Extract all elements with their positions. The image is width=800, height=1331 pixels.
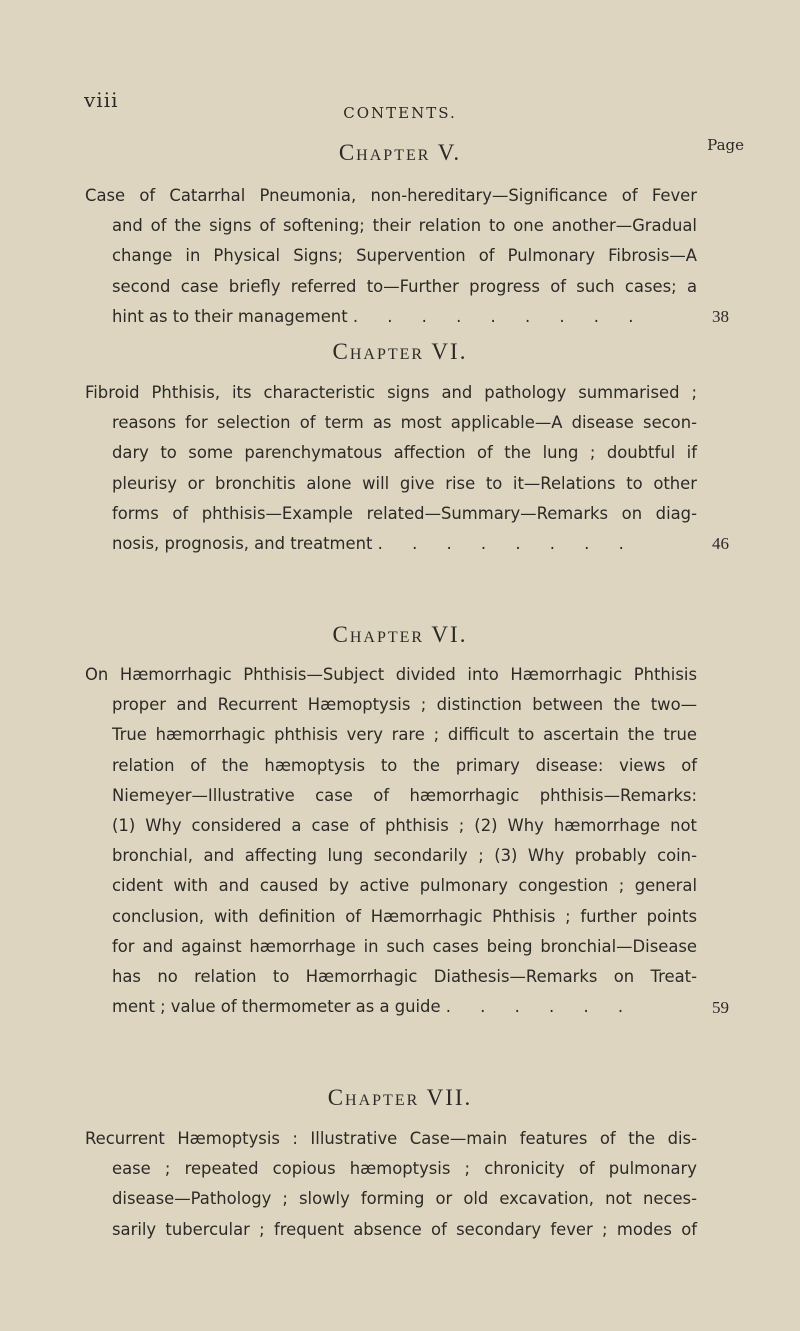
summary-line: relation of the hæmoptysis to the primary disease: views of (112, 755, 697, 775)
leader-dots: . . . . . . (445, 997, 636, 1017)
summary-line: On Hæmorrhagic Phthisis—Subject divided into Hæmorrhagic Phthisis (85, 665, 697, 684)
page-column-label: Page (707, 136, 744, 154)
summary-line: pleurisy or bronchitis alone will give rise to it—Relations to other (112, 473, 697, 493)
summary-line: True hæmorrhagic phthisis very rare ; difficult to ascertain the true (112, 725, 697, 745)
summary-line: Fibroid Phthisis, its characteristic signs and pathology summarised ; (85, 383, 697, 402)
summary-line-text: nosis, prognosis, and treatment (112, 534, 373, 554)
summary-line: dary to some parenchymatous affection of the lung ; doubtful if (112, 443, 697, 463)
summary-line: conclusion, with definition of Hæmorrhagic Phthisis ; further points (112, 906, 697, 926)
chapter-heading: Chapter VI. (332, 339, 468, 364)
summary-line: reasons for selection of term as most applicable—A disease secon- (112, 413, 697, 433)
summary-line: second case briefly referred to—Further progress of such cases; a (112, 276, 697, 296)
summary-line: bronchial, and affecting lung secondarily ; (3) Why probably coin- (112, 846, 697, 866)
page-folio: viii (84, 88, 119, 112)
summary-line: disease—Pathology ; slowly forming or old excavation, not neces- (112, 1189, 697, 1209)
summary-line: cident with and caused by active pulmonary congestion ; general (112, 876, 697, 896)
summary-line (85, 992, 697, 1022)
summary-line: Case of Catarrhal Pneumonia, non-hereditary—Significance of Fever (85, 186, 697, 205)
summary-line: forms of phthisis—Example related—Summary—Remarks on diag- (112, 503, 697, 523)
summary-line: ease ; repeated copious hæmoptysis ; chronicity of pulmonary (112, 1159, 697, 1179)
summary-line (85, 302, 697, 332)
running-head: CONTENTS. (343, 104, 457, 122)
summary-line (85, 529, 697, 559)
leader-dots: . . . . . . . . (377, 534, 636, 554)
page-number: 59 (712, 998, 729, 1017)
summary-line: (1) Why considered a case of phthisis ; (2) Why hæmorrhage not (112, 816, 697, 836)
chapter-summary (85, 1124, 697, 1245)
chapter-summary (85, 378, 729, 559)
chapter-summary (85, 181, 729, 332)
page-number: 46 (712, 534, 729, 553)
summary-line-text: ment ; value of thermometer as a guide (112, 997, 441, 1017)
chapter-heading: Chapter VII. (327, 1085, 473, 1110)
chapter-heading: Chapter V. (338, 140, 462, 165)
summary-line: change in Physical Signs; Supervention of Pulmonary Fibrosis—A (112, 246, 697, 266)
summary-line-text: hint as to their management (112, 306, 348, 326)
summary-line: proper and Recurrent Hæmoptysis ; distinction between the two— (112, 695, 697, 715)
leader-dots: . . . . . . . . . (352, 306, 646, 326)
summary-line: Niemeyer—Illustrative case of hæmorrhagic phthisis—Remarks: (112, 785, 697, 805)
summary-line: has no relation to Hæmorrhagic Diathesis—Remarks on Treat- (112, 967, 697, 987)
summary-line: sarily tubercular ; frequent absence of secondary fever ; modes of (112, 1219, 697, 1239)
page-number: 38 (712, 307, 729, 326)
summary-line: and of the signs of softening; their relation to one another—Gradual (112, 216, 697, 236)
chapter-summary (85, 660, 729, 1022)
summary-line: for and against hæmorrhage in such cases being bronchial—Disease (112, 936, 697, 956)
chapter-heading: Chapter VI. (332, 622, 468, 647)
summary-line: Recurrent Hæmoptysis : Illustrative Case—main features of the dis- (85, 1129, 697, 1148)
